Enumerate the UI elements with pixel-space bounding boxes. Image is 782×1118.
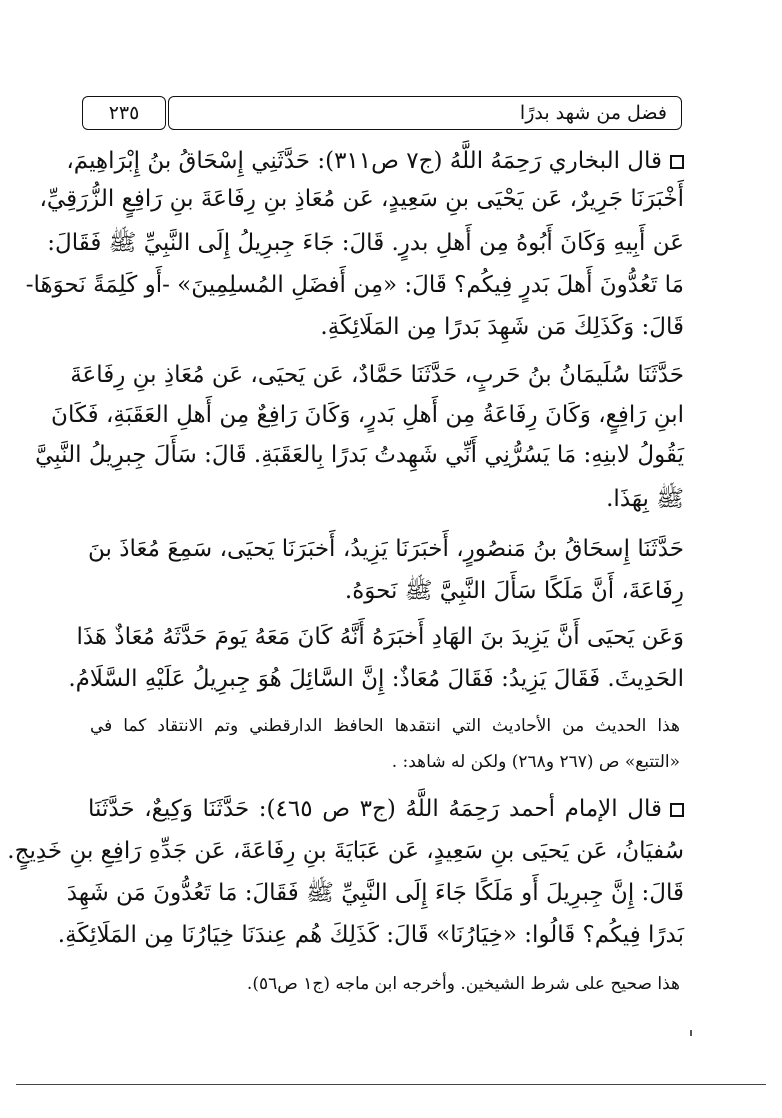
- note-line: «التتبع» ص (٢٦٧ و٢٦٨) ولكن له شاهد: .: [391, 752, 680, 772]
- text-line: وَعَن يَحيَى أَنَّ يَزِيدَ بنَ الهَادِ أَخبَرَهُ أَنَّهُ كَانَ مَعَهُ يَومَ حَدَّثَهُ مُعَاذٌ هَذَا: [76, 624, 684, 650]
- text-line: ﷺ بِهَذَا.: [606, 486, 684, 512]
- note-line: هذا الحديث من الأحاديث التي انتقدها الحافظ الدارقطني وتم الانتقاد كما في: [90, 716, 680, 736]
- text-line: حَدَّثَنَا سُلَيمَانُ بنُ حَربٍ، حَدَّثَنَا حَمَّادٌ، عَن يَحيَى، عَن مُعَاذِ بنِ رِفَاعَةَ: [70, 362, 684, 388]
- text-line: أَخْبَرَنَا جَرِيرٌ، عَن يَحْيَى بنِ سَعِيدٍ، عَن مُعَاذِ بنِ رِفَاعَةَ بنِ رَافِعٍ الزُّرَقِيِّ،: [39, 186, 684, 212]
- text-line: الحَدِيثَ. فَقَالَ يَزِيدُ: فَقَالَ مُعَاذٌ: إِنَّ السَّائِلَ هُوَ جِبرِيلُ عَلَيْهِ السَّلَامُ.: [68, 666, 684, 692]
- text-line: يَقُولُ لابنِهِ: مَا يَسُرُّنِي أَنِّي شَهِدتُ بَدرًا بِالعَقَبَةِ. قَالَ: سَأَلَ جِبرِيلُ النَّبِيَّ: [35, 442, 684, 468]
- paragraph-marker-icon: [670, 803, 684, 817]
- text-line: قَالَ: إِنَّ جِبرِيلَ أَو مَلَكًا جَاءَ إِلَى النَّبِيِّ ﷺ فَقَالَ: مَا تَعُدُّونَ مَن شَهِدَ: [66, 880, 684, 906]
- text-line: عَن أَبِيهِ وَكَانَ أَبُوهُ مِن أَهلِ بدرٍ. قَالَ: جَاءَ جِبرِيلُ إِلَى النَّبِيِّ ﷺ فَقَالَ:: [47, 230, 684, 256]
- note-line: هذا صحيح على شرط الشيخين. وأخرجه ابن ماجه (ج١ ص٥٦).: [246, 974, 680, 994]
- text-line: حَدَّثَنَا إِسحَاقُ بنُ مَنصُورٍ، أَخبَرَنَا يَزِيدُ، أَخبَرَنَا يَحيَى، سَمِعَ مُعَاذَ بنَ: [88, 536, 684, 562]
- text-line: ابنِ رَافِعٍ، وَكَانَ رِفَاعَةُ مِن أَهلِ بَدرٍ، وَكَانَ رَافِعٌ مِن أَهلِ العَقَبَةِ، فَكَانَ: [51, 402, 684, 428]
- page-number-box: [82, 96, 166, 130]
- text-line: قَالَ: وَكَذَلِكَ مَن شَهِدَ بَدرًا مِن المَلَائِكَةِ.: [320, 314, 684, 340]
- text-line: رِفَاعَةَ، أَنَّ مَلَكًا سَأَلَ النَّبِيَّ ﷺ نَحوَهُ.: [344, 578, 684, 604]
- page-number: ٢٣٥: [108, 102, 140, 124]
- bottom-rule: [16, 1084, 766, 1085]
- text-line: مَا تَعُدُّونَ أَهلَ بَدرٍ فِيكُم؟ قَالَ: «مِن أَفضَلِ المُسلِمِينَ» -أَو كَلِمَةً نَحوَهَا-: [25, 272, 684, 298]
- page-header: [82, 96, 682, 132]
- paragraph-marker-icon: [670, 155, 684, 169]
- text-line: بَدرًا فِيكُم؟ قَالُوا: «خِيَارُنَا» قَالَ: كَذَلِكَ هُم عِندَنَا خِيَارُنَا مِن المَلَائِكَةِ.: [57, 922, 684, 948]
- text-line: سُفيَانُ، عَن يَحيَى بنِ سَعِيدٍ، عَن عَبَايَةَ بنِ رِفَاعَةَ، عَن جَدِّهِ رَافِعِ بنِ خَدِيجٍ.: [7, 838, 684, 864]
- scan-speck: [690, 1030, 692, 1036]
- chapter-title: فضل من شهد بدرًا: [519, 102, 667, 124]
- text-line: قال الإمام أحمد رَحِمَهُ اللَّهُ (ج٣ ص ٤٦٥): حَدَّثَنَا وَكِيعٌ، حَدَّثَنَا: [88, 794, 684, 824]
- text-line: قال البخاري رَحِمَهُ اللَّهُ (ج٧ ص٣١١): حَدَّثَنِي إِسْحَاقُ بنُ إِبْرَاهِيمَ،: [88, 146, 684, 176]
- chapter-title-box: [168, 96, 682, 130]
